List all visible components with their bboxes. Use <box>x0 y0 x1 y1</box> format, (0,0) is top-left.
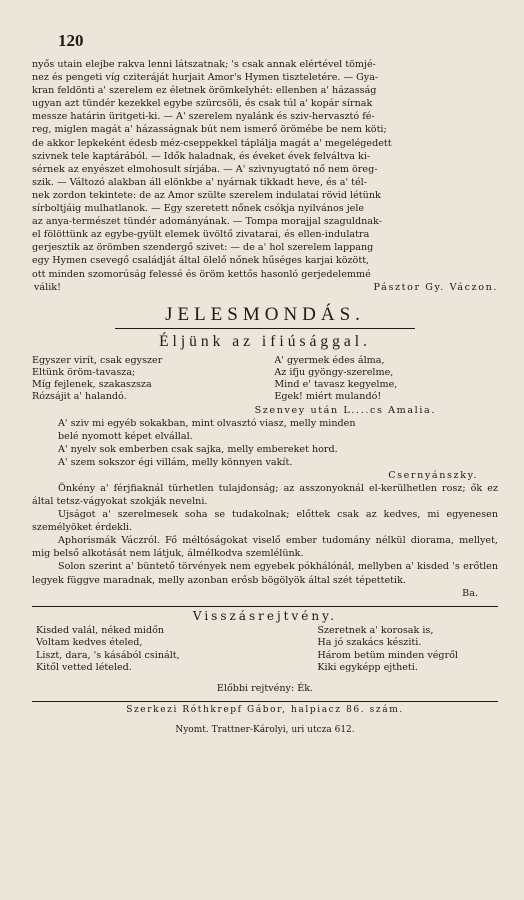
entries-credit: Ba. <box>462 587 478 599</box>
puzzle-title: Visszásrejtvény. <box>192 608 338 623</box>
puzzle-left-column <box>32 625 180 675</box>
divider-footer <box>32 701 498 702</box>
article-line: sírboltjáig mulhatlanok. — Egy szeretett nőnek csókja nyilvános jele <box>32 203 365 215</box>
sayings <box>32 417 498 469</box>
article-line: gerjesztik az örömben szendergő szivet: — de a' hol szerelem lappang <box>32 242 374 254</box>
poem-line: Egyszer virít, csak egyszer <box>32 354 163 366</box>
article-line: nek zordon tekintete: de az Amor szülte szerelem indulatai rövid létünk <box>32 189 381 201</box>
saying-line: A' szem sokszor égi villám, melly könnyen vakít. <box>58 456 293 468</box>
poem-line: Eltünk öröm-tavasza; <box>32 366 136 378</box>
article-line: sérnek az enyészet elmohosult sírjába. — A' szivnyugtató nő nem öreg- <box>32 163 378 175</box>
puzzle-right-column <box>317 625 498 675</box>
saying-line: A' nyelv sok emberben csak sajka, melly embereket hord. <box>58 443 338 455</box>
puzzle <box>32 625 498 675</box>
sayings-credit: Csernyánszky. <box>388 469 478 481</box>
article-signature: Pásztor Gy. Váczon. <box>373 281 498 293</box>
puzzle-previous-answer: Előbbi rejtvény: Ék. <box>216 683 314 695</box>
poem <box>32 355 498 404</box>
puzzle-line: Voltam kedves ételed, <box>36 637 143 649</box>
article-line: szik. — Változó alakban áll elönkbe a' nyárnak tikkadt heve, és a' tél- <box>32 176 367 188</box>
editor-line: Szerkezi Róthkrepf Gábor, halpiacz 86. szám. <box>126 705 404 716</box>
entry-paragraph: Solon szerint a' büntető törvények nem egyebek pókhálónál, mellyben a' kisded 's erőtlen legyek függve maradnak, melly azonban erősb bögölyök által szét tépettetik. <box>32 561 498 586</box>
section-title: JELESMONDÁS. <box>165 303 365 325</box>
divider <box>32 606 498 607</box>
article-line: reg, miglen magát a' házasságnak bút nem ismerő örömébe be nem köti; <box>32 124 387 136</box>
article-text <box>32 58 498 281</box>
entry-paragraph: Önkény a' férjfiaknál türhetlen tulajdonság; az asszonyoknál el-kerülhetlen rosz; ők ez által tetsz-vágyokat szokják nevelni. <box>32 482 498 507</box>
poem-line: Mind e' tavasz kegyelme, <box>274 379 398 391</box>
poem-title: Éljünk az ifiúsággal. <box>159 332 371 350</box>
saying-line: belé nyomott képet elvállal. <box>58 430 193 442</box>
poem-line: Egek! miért mulandó! <box>274 391 382 403</box>
poem-line: Míg fejlenek, szakaszsza <box>32 379 152 391</box>
article-line: ugyan azt tündér kezekkel egybe szürcsöli, és csak túl a' kopár sírnak <box>32 98 373 110</box>
article-line: messze határin üritgeti-ki. — A' szerelem nyalánk és sziv-hervasztó fé- <box>32 111 375 123</box>
puzzle-line: Kitől vetted lételed. <box>36 661 132 673</box>
puzzle-line: Kisded valál, néked midőn <box>36 624 165 636</box>
title-rule <box>115 328 415 329</box>
entries <box>32 482 498 587</box>
printer-line: Nyomt. Trattner-Károlyi, uri utcza 612. <box>175 724 355 735</box>
entry-paragraph: Aphorismák Váczról. Fő méltóságokat viselő ember tudomány nélkül diorama, mellyet, mig belső alkotását nem látjuk, álmélkodva szemlélünk. <box>32 535 498 560</box>
poem-right-column <box>274 355 498 404</box>
puzzle-line: Három betüm minden végről <box>317 649 458 661</box>
puzzle-line: Szeretnek a' korosak is, <box>317 624 434 636</box>
poem-line: Rózsájit a' halandó. <box>32 391 127 403</box>
article-line: szivnek tele kaptárából. — Idők haladnak, és éveket évek felváltva ki- <box>32 150 371 162</box>
article-signature-line <box>32 281 498 294</box>
article-line: de akkor lepkeként édesb méz-cseppekkel táplálja magát a' megelégedett <box>32 137 392 149</box>
poem-line: Az ifju gyöngy-szerelme, <box>274 366 394 378</box>
article-line: az anya-természet tündér adományának. — Tompa morajjal szaguldnak- <box>32 216 382 228</box>
poem-left-column <box>32 355 256 404</box>
poem-line: A' gyermek édes álma, <box>274 354 385 366</box>
article-last-line: válik! <box>34 281 61 293</box>
puzzle-line: Kiki egyképp ejtheti. <box>317 661 418 673</box>
poem-credit: Szenvey után L....cs Amalia. <box>254 404 436 416</box>
page-number: 120 <box>58 31 84 50</box>
puzzle-line: Ha jó szakács késziti. <box>317 637 422 649</box>
entry-paragraph: Ujságot a' szerelmesek soha se tudakolnak; előttek csak az kedves, mi egyenesen személyöket érdekli. <box>32 509 498 534</box>
puzzle-line: Liszt, dara, 's kásából csinált, <box>36 649 180 661</box>
saying-line: A' sziv mi egyéb sokakban, mint olvasztó viasz, melly minden <box>58 417 356 429</box>
article-line: kran feldönti a' szerelem ez életnek örömkelyhét: ellenben a' házasság <box>32 85 377 97</box>
article-line: el fölöttünk az egybe-gyült elemek üvöltő zivatarai, és ellen-indulatra <box>32 229 370 241</box>
article-line: nyős utain elejbe rakva lenni látszatnak; 's csak annak elértével tömjé- <box>32 59 376 70</box>
article-line: ott minden szomorúság felessé és öröm kettős hasonló gerjedelemmé <box>32 268 371 280</box>
article-line: nez és pengeti víg cziteráját hurjait Amor's Hymen tiszteletére. — Gya- <box>32 72 379 84</box>
article-line: egy Hymen csevegő családját által ölelő nőnek hűséges karjai között, <box>32 255 370 267</box>
